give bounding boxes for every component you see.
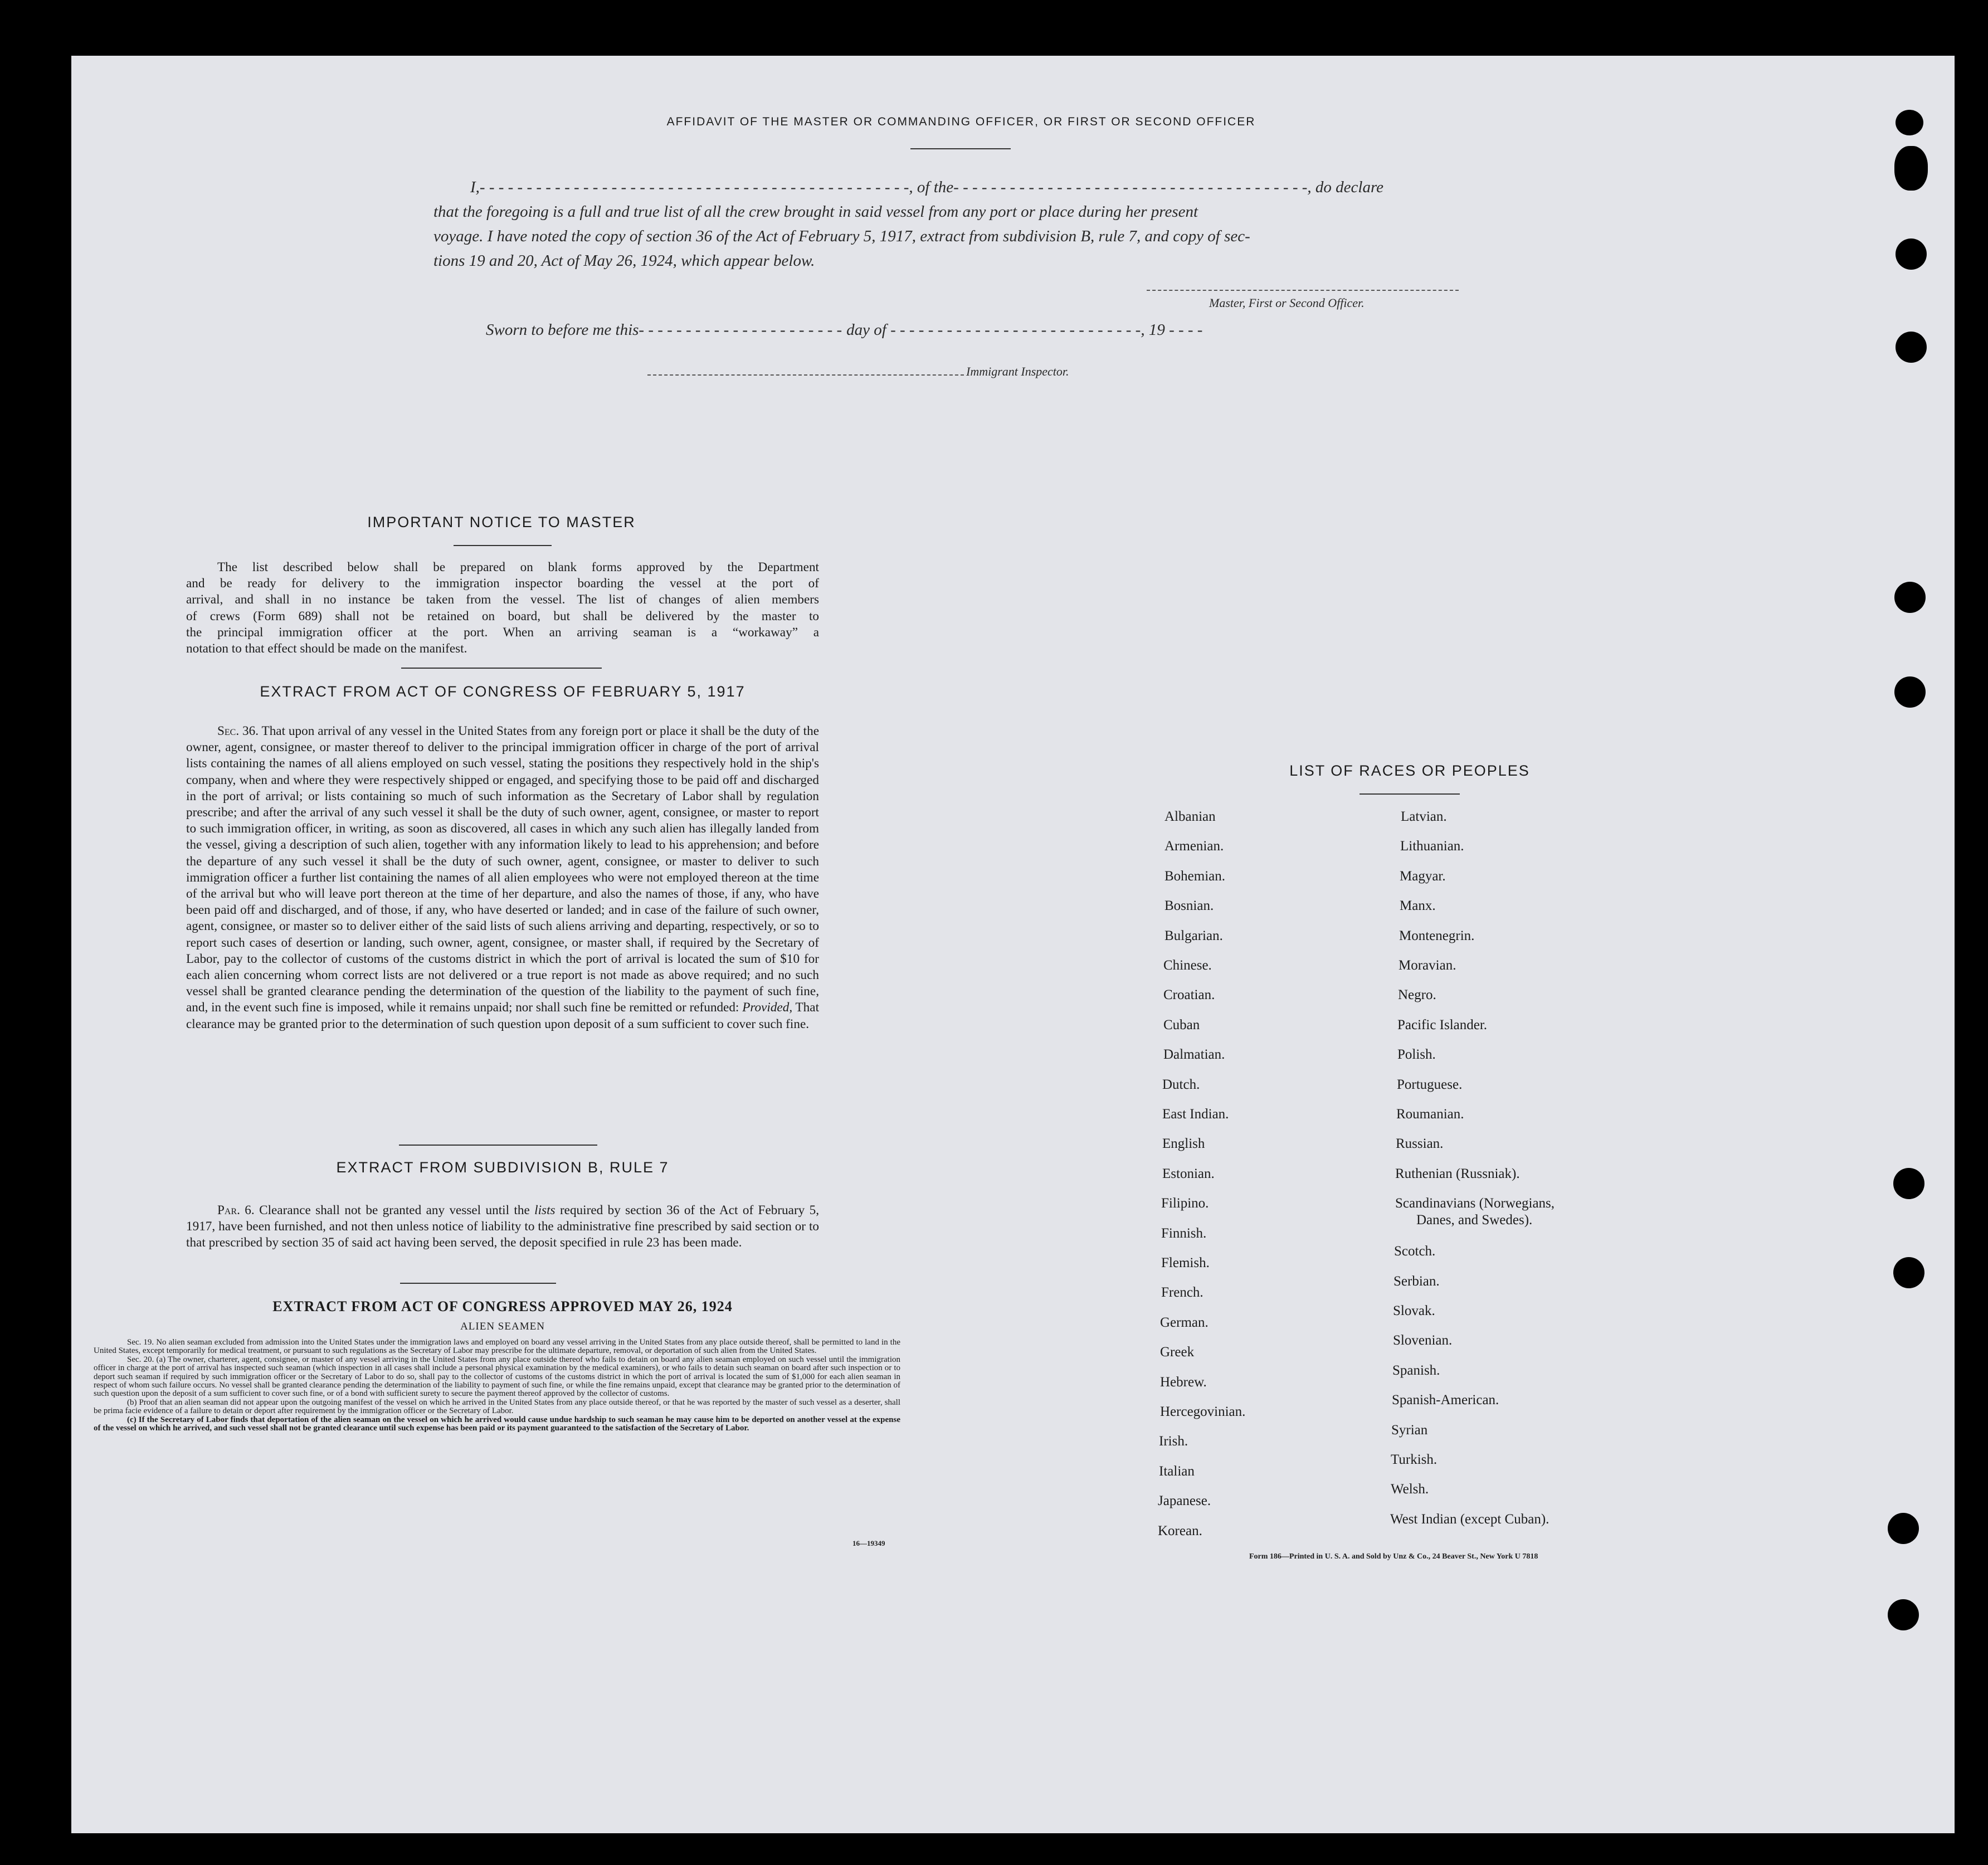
race-item: Syrian bbox=[1391, 1422, 1428, 1438]
race-item: Spanish-American. bbox=[1392, 1392, 1499, 1408]
race-item: Irish. bbox=[1159, 1434, 1188, 1449]
punch-hole bbox=[1888, 1599, 1919, 1630]
sworn-day-blank[interactable]: - - - - - - - - - - - - - - - - - - - - - - bbox=[639, 321, 842, 339]
race-item: Welsh. bbox=[1391, 1482, 1429, 1497]
notice-line: and be ready for delivery to the immigration inspector boarding the vessel at the port of bbox=[186, 576, 819, 591]
race-item: Danes, and Swedes). bbox=[1416, 1213, 1533, 1228]
race-item: Bohemian. bbox=[1164, 868, 1226, 884]
race-item: French. bbox=[1161, 1285, 1203, 1301]
race-item: Moravian. bbox=[1399, 958, 1456, 973]
paragraph-label: Par. 6. bbox=[217, 1203, 255, 1218]
race-item: Finnish. bbox=[1161, 1225, 1207, 1241]
race-item: Cuban bbox=[1163, 1017, 1200, 1033]
master-signature-label: Master, First or Second Officer. bbox=[1209, 296, 1365, 310]
statement-line: tions 19 and 20, Act of May 26, 1924, which appear below. bbox=[433, 252, 815, 270]
punch-hole bbox=[1888, 1513, 1919, 1544]
form-code: 16—19349 bbox=[852, 1539, 885, 1547]
race-item: Manx. bbox=[1400, 898, 1436, 914]
race-item: Estonian. bbox=[1162, 1166, 1215, 1181]
race-item: Ruthenian (Russniak). bbox=[1395, 1166, 1520, 1181]
race-item: Bulgarian. bbox=[1164, 928, 1223, 943]
section-36-text: That upon arrival of any vessel in the United States from any foreign port or place it shall be the duty of the owner, agent, consignee, or master thereof to deliver to the principal immigration officer in charge of the port of arrival lists containing the names of all aliens employed on such vessel, stating the positions they respectively hold in the ship's company, when and where they were respectively shipped or engaged, and specifying those to be paid off and discharged in the port of arrival; or lists containing so much of such information as the Secretary of Labor shall by regulation prescribe; and after the arrival of any such vessel it shall be the duty of such owner, agent, consignee, or master to report to such immigration officer, in writing, as soon as discovered, all cases in which any such alien has illegally landed from the vessel, giving a description of such alien, together with any information likely to lead to his apprehension; and before the departure of any such vessel it shall be the duty of such owner, agent, consignee, or master to deliver to such immigration officer a further list containing the names of all alien employees who were not employed thereon at the time of the arrival but who will leave port thereon at the time of her departure, and also the names of those, if any, who have been paid off and discharged, and of those, if any, who have deserted or landed; and in case of the failure of such owner, agent, consignee, or master so to deliver either of the said lists of such aliens arriving and departing, respectively, or so to report such cases of desertion or landing, such owner, agent, consignee, or master shall, if required by the Secretary of Labor, pay to the collector of customs of the customs district in which the port of arrival is located the sum of $10 for each alien concerning whom correct lists are not delivered or a true report is not made as above required; and no such vessel shall be granted clearance pending the determination of the question of the liability to the payment of such fine, and, in the event such fine is imposed, while it remains unpaid; nor shall such fine be remitted or refunded: bbox=[186, 724, 819, 1015]
race-item: Serbian. bbox=[1393, 1273, 1440, 1289]
race-item: Hebrew. bbox=[1160, 1374, 1207, 1390]
race-item: Turkish. bbox=[1391, 1452, 1438, 1467]
sec-19-paragraph: Sec. 19. No alien seaman excluded from admission into the United States under the immigration laws and employed on board any vessel arriving in the United States from any place outside thereof, shall be permitted to land in the United States, except temporarily for medical treatment, or pursuant to such regulations as the Secretary of Labor may prescribe for the ultimate departure, removal, or deportation of such alien from the United States. bbox=[94, 1338, 900, 1356]
punch-hole bbox=[1894, 146, 1928, 191]
sec-20b-paragraph: (b) Proof that an alien seaman did not appear upon the outgoing manifest of the vessel on which he arrived in the United States from any place outside thereof, or that he was reported by the master of such vessel as a deserter, shall be prima facie evidence of a failure to detain or deport after requirement by the immigration officer or the Secretary of Labor. bbox=[94, 1397, 900, 1416]
divider bbox=[910, 148, 1011, 149]
punch-hole bbox=[1894, 676, 1926, 708]
punch-hole bbox=[1896, 238, 1927, 270]
lists-word: lists bbox=[534, 1203, 556, 1218]
section-label: Sec. 36. bbox=[217, 724, 259, 738]
race-item: Slovenian. bbox=[1393, 1333, 1453, 1348]
affidavit-i-label: I, bbox=[470, 178, 480, 196]
affidavit-do-declare: , do declare bbox=[1307, 178, 1384, 196]
race-item: Japanese. bbox=[1158, 1493, 1211, 1509]
race-item: Dutch. bbox=[1162, 1077, 1200, 1092]
races-title: LIST OF RACES OR PEOPLES bbox=[1289, 762, 1530, 779]
race-item: Dalmatian. bbox=[1163, 1047, 1225, 1063]
divider bbox=[399, 1145, 597, 1146]
race-item: Korean. bbox=[1158, 1523, 1202, 1538]
provided-text: That clearance may be granted prior to the determination of such question upon deposit of a sum sufficient to cover such fine. bbox=[186, 1000, 820, 1031]
race-item: Filipino. bbox=[1161, 1196, 1209, 1211]
vessel-blank[interactable]: - - - - - - - - - - - - - - - - - - - - - - - - - - - - - - - - - - - - - - bbox=[953, 178, 1308, 196]
race-item: Lithuanian. bbox=[1400, 839, 1464, 854]
rule7-text-after: required by section 36 of the Act of February 5, 1917, have been furnished, and not then unless notice of liability to the administrative fine prescribed by said section or to that prescribed by section 35 of said act having been served, the deposit specified in rule 23 has been made. bbox=[186, 1203, 820, 1250]
race-item: Hercegovinian. bbox=[1160, 1404, 1246, 1419]
race-item: Albanian bbox=[1164, 809, 1216, 824]
notice-title: IMPORTANT NOTICE TO MASTER bbox=[367, 514, 636, 530]
extract-rule7-text bbox=[186, 1202, 819, 1252]
race-item: Roumanian. bbox=[1396, 1107, 1464, 1122]
race-item: Chinese. bbox=[1163, 958, 1212, 973]
punch-hole bbox=[1896, 332, 1927, 363]
extract-rule7-title: EXTRACT FROM SUBDIVISION B, RULE 7 bbox=[336, 1159, 669, 1176]
race-item: Greek bbox=[1160, 1345, 1195, 1360]
provided-label: Provided, bbox=[742, 1000, 793, 1015]
race-item: Croatian. bbox=[1163, 987, 1215, 1003]
race-item: Flemish. bbox=[1161, 1255, 1210, 1270]
affidavit-statement bbox=[433, 175, 1487, 273]
punch-hole bbox=[1896, 110, 1923, 135]
race-item: Bosnian. bbox=[1164, 898, 1214, 914]
extract-1924-text bbox=[94, 1338, 900, 1433]
race-item: Scandinavians (Norwegians, bbox=[1395, 1196, 1555, 1211]
extract-1924-title: EXTRACT FROM ACT OF CONGRESS APPROVED MAY 26, 1924 bbox=[272, 1298, 733, 1314]
form-imprint: Form 186—Printed in U. S. A. and Sold by Unz & Co., 24 Beaver St., New York U 7818 bbox=[1249, 1552, 1538, 1561]
race-item: Italian bbox=[1159, 1463, 1195, 1479]
race-item: German. bbox=[1160, 1314, 1209, 1330]
day-of-label: day of bbox=[846, 321, 886, 339]
inspector-label: Immigrant Inspector. bbox=[966, 364, 1069, 378]
sec-20a-paragraph: Sec. 20. (a) The owner, charterer, agent, consignee, or master of any vessel arriving in the United States from any place outside thereof who fails to detain on board any alien seaman employed on such vessel until the immigration officer in charge at the port of arrival has inspected such seaman (which inspection in all cases shall include a personal physical examination by the medical examiners), or who fails to detain such seaman on board after such inspection or to deport such seaman if required by such immigration officer or the Secretary of Labor to do so, shall pay to the collector of customs of the customs district in which the port of arrival is located the sum of $1,000 for each alien seaman in respect of whom such failure occurs. No vessel shall be granted clearance pending the determination of the liability to payment of such fine, or while the fine remains unpaid, except that clearance may be granted prior to the determination of such question upon the deposit of a sum sufficient to cover such fine, or of a bond with sufficient surety to secure the payment thereof approved by the collector of customs. bbox=[94, 1355, 900, 1399]
race-item: Portuguese. bbox=[1397, 1077, 1463, 1092]
sec-20c-paragraph: (c) If the Secretary of Labor finds that deportation of the alien seaman on the vessel on which he arrived would cause undue hardship to such seaman he may cause him to be deported on another vessel at the expense of the vessel on which he arrived, and such vessel shall not be granted clearance until such expense has been paid or its payment guaranteed to the satisfaction of the Secretary of Labor. bbox=[94, 1415, 900, 1433]
affidavit-title: AFFIDAVIT OF THE MASTER OR COMMANDING OFFICER, OR FIRST OR SECOND OFFICER bbox=[666, 115, 1256, 128]
race-item: Russian. bbox=[1396, 1136, 1444, 1152]
race-item: Polish. bbox=[1397, 1047, 1436, 1063]
name-blank[interactable]: - - - - - - - - - - - - - - - - - - - - - - - - - - - - - - - - - - - - - - - - - - - - - - bbox=[479, 178, 909, 196]
race-item: Slovak. bbox=[1393, 1303, 1435, 1318]
notice-line: The list described below shall be prepared on blank forms approved by the Department bbox=[217, 560, 819, 574]
rule7-text-before: Clearance shall not be granted any vessel until the bbox=[259, 1203, 530, 1218]
divider bbox=[400, 1283, 556, 1284]
notice-line: the principal immigration officer at the port. When an arriving seaman is a “workaway” a bbox=[186, 625, 819, 640]
affidavit-of-the: , of the bbox=[909, 178, 954, 196]
master-signature-line[interactable] bbox=[1147, 290, 1459, 291]
punch-hole bbox=[1893, 1257, 1924, 1288]
race-item: English bbox=[1162, 1136, 1205, 1152]
divider bbox=[1360, 793, 1460, 795]
divider bbox=[401, 668, 602, 669]
extract-1924-subtitle: ALIEN SEAMEN bbox=[460, 1321, 545, 1332]
year-prefix: , 19 bbox=[1141, 321, 1165, 339]
extract-1917-text bbox=[186, 723, 819, 1033]
race-item: Negro. bbox=[1398, 987, 1436, 1003]
notice-line: notation to that effect should be made on the manifest. bbox=[186, 641, 467, 656]
sworn-line bbox=[486, 318, 1202, 342]
race-item: Latvian. bbox=[1401, 809, 1447, 824]
statement-line: that the foregoing is a full and true list of all the crew brought in said vessel from any port or place during her present bbox=[433, 203, 1198, 221]
sworn-year-blank[interactable]: - - - - bbox=[1164, 321, 1203, 339]
sworn-month-blank[interactable]: - - - - - - - - - - - - - - - - - - - - - - - - - - - bbox=[886, 321, 1141, 339]
race-item: West Indian (except Cuban). bbox=[1390, 1511, 1550, 1527]
race-item: Armenian. bbox=[1164, 839, 1224, 854]
race-item: Scotch. bbox=[1394, 1244, 1436, 1259]
punch-hole bbox=[1894, 582, 1926, 613]
notice-line: arrival, and shall in no instance be taken from the vessel. The list of changes of alien members bbox=[186, 592, 819, 607]
punch-hole bbox=[1893, 1168, 1924, 1199]
notice-text bbox=[186, 559, 819, 657]
extract-1917-title: EXTRACT FROM ACT OF CONGRESS OF FEBRUARY 5, 1917 bbox=[260, 683, 746, 700]
race-item: East Indian. bbox=[1162, 1107, 1229, 1122]
statement-line: voyage. I have noted the copy of section 36 of the Act of February 5, 1917, extract from subdivision B, rule 7, and copy of sec- bbox=[433, 227, 1250, 245]
race-item: Magyar. bbox=[1400, 868, 1446, 884]
divider bbox=[454, 545, 552, 546]
race-item: Pacific Islander. bbox=[1397, 1017, 1488, 1033]
notice-line: of crews (Form 689) shall not be retained on board, but shall be delivered by the master to bbox=[186, 608, 819, 624]
inspector-signature-line[interactable] bbox=[647, 374, 964, 376]
race-item: Montenegrin. bbox=[1399, 928, 1475, 943]
sworn-label: Sworn to before me this bbox=[486, 321, 639, 339]
race-item: Spanish. bbox=[1392, 1362, 1440, 1378]
